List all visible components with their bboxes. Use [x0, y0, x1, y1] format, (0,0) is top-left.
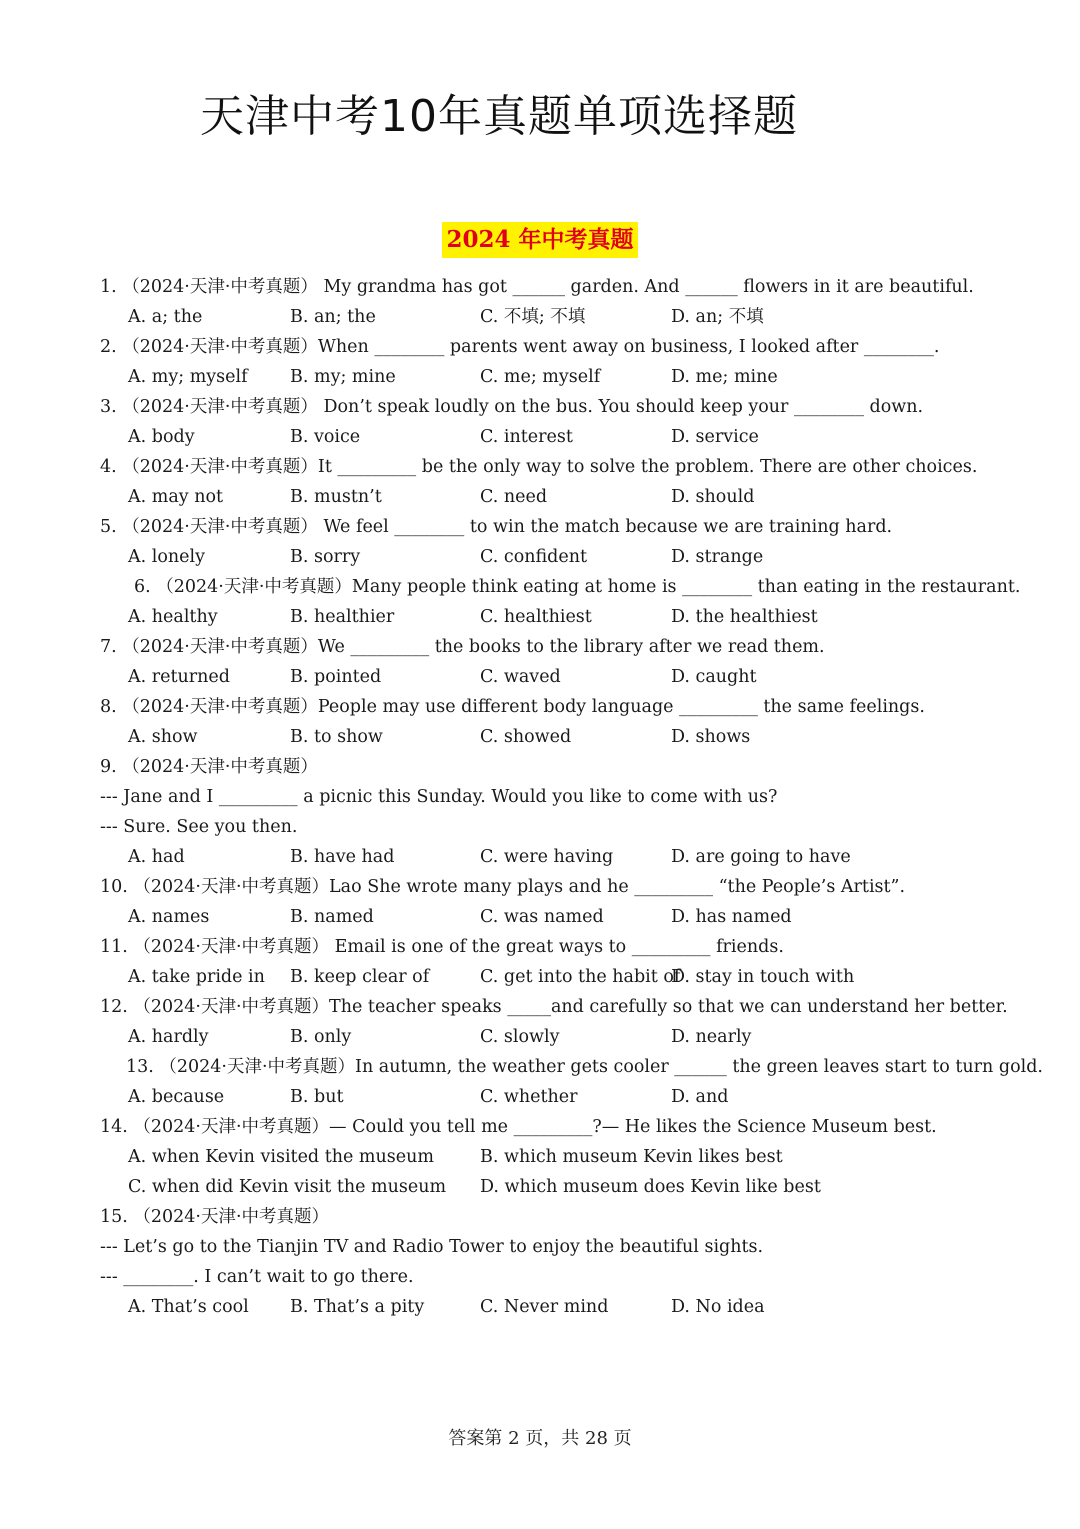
- dialogue-line: --- ________. I can’t wait to go there.: [100, 1267, 414, 1287]
- option-c: C. 不填; 不填: [480, 307, 586, 327]
- option-a: A. had: [128, 847, 185, 867]
- options-row: [0, 542, 1080, 572]
- question-stem: 7. （2024·天津·中考真题）We _________ the books to the library after we read them.: [100, 637, 825, 657]
- page-footer: 答案第 2 页，共 28 页: [448, 1428, 632, 1449]
- section-heading: 2024 年中考真题: [442, 222, 637, 258]
- option-b: B. my; mine: [290, 367, 396, 387]
- option-b: B. named: [290, 907, 374, 927]
- option-b: B. but: [290, 1087, 344, 1107]
- option-c: C. need: [480, 487, 548, 507]
- options-row: [0, 482, 1080, 512]
- option-c: C. were having: [480, 847, 614, 867]
- option-b: B. mustn’t: [290, 487, 382, 507]
- options-row: [0, 1082, 1080, 1112]
- option-d: D. nearly: [671, 1027, 752, 1047]
- question: [0, 932, 1080, 992]
- option-a: A. names: [128, 907, 210, 927]
- question: [0, 992, 1080, 1052]
- option-d: D. which museum does Kevin like best: [480, 1177, 821, 1197]
- question-stem: 9. （2024·天津·中考真题）: [100, 757, 318, 777]
- options-row: [0, 1022, 1080, 1052]
- option-c: C. confident: [480, 547, 588, 567]
- options-row: [0, 842, 1080, 872]
- question: [0, 1052, 1080, 1112]
- question: [0, 692, 1080, 752]
- option-d: D. shows: [671, 727, 751, 747]
- option-c: C. me; myself: [480, 367, 601, 387]
- option-d: D. are going to have: [671, 847, 851, 867]
- question: [0, 332, 1080, 392]
- question-stem: 15. （2024·天津·中考真题）: [100, 1207, 330, 1227]
- option-d: D. me; mine: [671, 367, 778, 387]
- option-c: C. whether: [480, 1087, 578, 1107]
- option-a: A. a; the: [128, 307, 203, 327]
- option-c: C. healthiest: [480, 607, 592, 627]
- options-row: [0, 662, 1080, 692]
- option-a: A. my; myself: [128, 367, 248, 387]
- question: [0, 632, 1080, 692]
- option-b: B. which museum Kevin likes best: [480, 1147, 783, 1167]
- option-a: A. when Kevin visited the museum: [128, 1147, 434, 1167]
- question: [0, 572, 1080, 632]
- dialogue-line: --- Let’s go to the Tianjin TV and Radio Tower to enjoy the beautiful sights.: [100, 1237, 764, 1257]
- question: [0, 1202, 1080, 1322]
- option-a: A. because: [128, 1087, 225, 1107]
- question-stem: 8. （2024·天津·中考真题）People may use different body language _________ the same feelings.: [100, 697, 925, 717]
- option-b: B. healthier: [290, 607, 395, 627]
- option-b: B. voice: [290, 427, 361, 447]
- options-row: [0, 1142, 1080, 1172]
- options-row: [0, 1172, 1080, 1202]
- question-stem: 14. （2024·天津·中考真题）— Could you tell me _________?— He likes the Science Museum best.: [100, 1117, 937, 1137]
- question-stem: 10. （2024·天津·中考真题）Lao She wrote many plays and he _________ “the People’s Artist”.: [100, 877, 906, 897]
- option-d: D. strange: [671, 547, 764, 567]
- options-row: [0, 302, 1080, 332]
- question: [0, 872, 1080, 932]
- option-b: B. to show: [290, 727, 383, 747]
- question-stem: 13. （2024·天津·中考真题）In autumn, the weather gets cooler ______ the green leaves start to turn gold.: [126, 1057, 1043, 1077]
- options-row: [0, 962, 1080, 992]
- option-c: C. when did Kevin visit the museum: [128, 1177, 447, 1197]
- option-a: A. take pride in: [128, 967, 265, 987]
- option-d: D. and: [671, 1087, 729, 1107]
- option-b: B. That’s a pity: [290, 1297, 425, 1317]
- question-stem: 5. （2024·天津·中考真题） We feel ________ to win the match because we are training hard.: [100, 517, 893, 537]
- options-row: [0, 722, 1080, 752]
- question-list: [0, 272, 1080, 1322]
- option-d: D. has named: [671, 907, 792, 927]
- question: [0, 512, 1080, 572]
- option-a: A. That’s cool: [128, 1297, 249, 1317]
- page-title: 天津中考10年真题单项选择题: [200, 91, 798, 142]
- option-b: B. an; the: [290, 307, 376, 327]
- question: [0, 752, 1080, 872]
- option-d: D. caught: [671, 667, 757, 687]
- option-c: C. get into the habit of: [480, 967, 681, 987]
- question-stem: 3. （2024·天津·中考真题） Don’t speak loudly on the bus. You should keep your ________ down.: [100, 397, 924, 417]
- question-stem: 2. （2024·天津·中考真题）When ________ parents went away on business, I looked after ________.: [100, 337, 940, 357]
- question: [0, 272, 1080, 332]
- options-row: [0, 902, 1080, 932]
- option-d: D. No idea: [671, 1297, 765, 1317]
- question-stem: 4. （2024·天津·中考真题）It _________ be the only way to solve the problem. There are other choices.: [100, 457, 978, 477]
- option-a: A. may not: [128, 487, 224, 507]
- options-row: [0, 362, 1080, 392]
- option-c: C. was named: [480, 907, 604, 927]
- option-a: A. healthy: [128, 607, 218, 627]
- question-stem: 6. （2024·天津·中考真题）Many people think eating at home is ________ than eating in the restaurant.: [134, 577, 1021, 597]
- question-stem: 12. （2024·天津·中考真题）The teacher speaks _____and carefully so that we can understand her better.: [100, 997, 1008, 1017]
- option-d: D. should: [671, 487, 755, 507]
- options-row: [0, 1292, 1080, 1322]
- option-c: C. Never mind: [480, 1297, 609, 1317]
- option-b: B. keep clear of: [290, 967, 430, 987]
- dialogue-line: --- Jane and I _________ a picnic this Sunday. Would you like to come with us?: [100, 787, 778, 807]
- option-b: B. only: [290, 1027, 352, 1047]
- option-b: B. pointed: [290, 667, 382, 687]
- option-c: C. showed: [480, 727, 572, 747]
- option-b: B. have had: [290, 847, 395, 867]
- option-d: D. service: [671, 427, 759, 447]
- option-a: A. show: [128, 727, 198, 747]
- option-d: D. stay in touch with: [671, 967, 855, 987]
- option-a: A. hardly: [128, 1027, 209, 1047]
- question-stem: 1. （2024·天津·中考真题） My grandma has got ______ garden. And ______ flowers in it are beautiful.: [100, 277, 974, 297]
- option-c: C. waved: [480, 667, 561, 687]
- option-c: C. slowly: [480, 1027, 560, 1047]
- question-stem: 11. （2024·天津·中考真题） Email is one of the great ways to _________ friends.: [100, 937, 784, 957]
- option-a: A. body: [128, 427, 195, 447]
- question: [0, 1112, 1080, 1202]
- option-d: D. an; 不填: [671, 307, 764, 327]
- option-a: A. lonely: [128, 547, 206, 567]
- options-row: [0, 422, 1080, 452]
- option-c: C. interest: [480, 427, 573, 447]
- question: [0, 452, 1080, 512]
- option-d: D. the healthiest: [671, 607, 818, 627]
- options-row: [0, 602, 1080, 632]
- option-b: B. sorry: [290, 547, 361, 567]
- option-a: A. returned: [128, 667, 230, 687]
- section-heading-wrap: [0, 222, 1080, 258]
- dialogue-line: --- Sure. See you then.: [100, 817, 298, 837]
- question: [0, 392, 1080, 452]
